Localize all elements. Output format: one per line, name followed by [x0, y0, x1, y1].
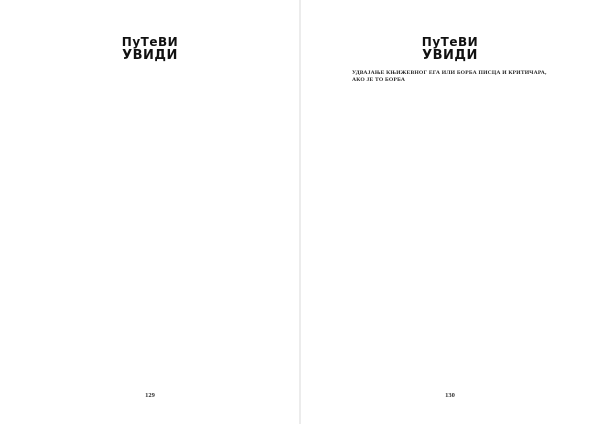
masthead-line-2: УВИДИ: [122, 48, 178, 63]
masthead-line-1: ПуТеВИ: [421, 35, 479, 49]
section-heading: УДВАЈАЊЕ КЊИЖЕВНОГ ЕГА ИЛИ БОРБА ПИСЦА И КРИТИЧАРА, АКО ЈЕ ТО БОРБА: [352, 70, 547, 84]
left-page-body: [54, 64, 244, 382]
masthead-line-1: ПуТеВИ: [121, 35, 179, 49]
masthead-line-2: УВИДИ: [422, 48, 478, 63]
right-page: [300, 0, 600, 424]
journal-masthead: [420, 36, 480, 62]
right-page-body: [352, 64, 548, 386]
page-number: 130: [445, 392, 455, 399]
journal-masthead: [120, 36, 180, 62]
page-number: 129: [145, 392, 155, 399]
